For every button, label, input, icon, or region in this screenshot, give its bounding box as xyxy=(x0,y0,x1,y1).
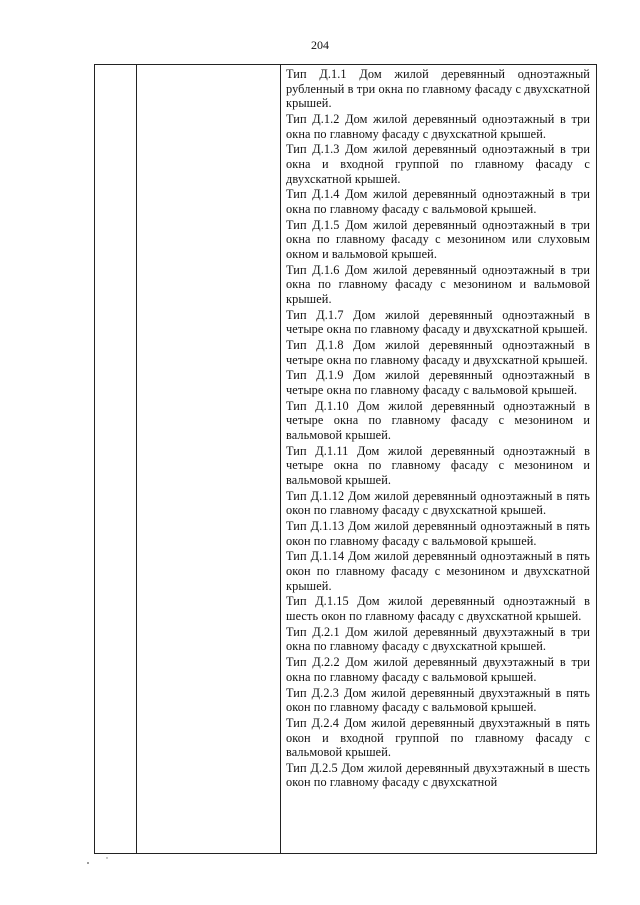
house-type-entry: Тип Д.2.4 Дом жилой деревянный двухэтажный в пять окон и входной группой по главному фасаду с вальмовой крышей. xyxy=(286,715,590,760)
house-type-entry: Тип Д.1.14 Дом жилой деревянный одноэтажный в пять окон по главному фасаду с мезонином и двухскатной крышей. xyxy=(286,549,590,593)
house-type-entry: Тип Д.1.2 Дом жилой деревянный одноэтажный в три окна по главному фасаду с двухскатной крышей. xyxy=(286,111,590,141)
house-type-entry: Тип Д.1.15 Дом жилой деревянный одноэтажный в шесть окон по главному фасаду с двухскатной крышей. xyxy=(286,594,590,623)
house-type-entry: Тип Д.1.11 Дом жилой деревянный одноэтажный в четыре окна по главному фасаду с мезонином и вальмовой крышей. xyxy=(286,443,590,487)
house-type-entry: Тип Д.1.10 Дом жилой деревянный одноэтажный в четыре окна по главному фасаду с мезонином и вальмовой крышей. xyxy=(286,398,590,442)
house-type-entry: Тип Д.1.1 Дом жилой деревянный одноэтажный рубленный в три окна по главному фасаду с двухскатной крышей. xyxy=(286,67,590,111)
house-type-entry: Тип Д.1.7 Дом жилой деревянный одноэтажный в четыре окна по главному фасаду и двухскатной крышей. xyxy=(286,307,590,337)
house-type-entry: Тип Д.2.5 Дом жилой деревянный двухэтажный в шесть окон по главному фасаду с двухскатной xyxy=(286,760,590,790)
house-type-entry: Тип Д.2.2 Дом жилой деревянный двухэтажный в три окна по главному фасаду с вальмовой крышей. xyxy=(286,655,590,684)
scan-speck xyxy=(87,862,89,864)
house-type-entry: Тип Д.1.5 Дом жилой деревянный одноэтажный в три окна по главному фасаду с мезонином или слуховым окном и вальмовой крышей. xyxy=(286,217,590,261)
page-number: 204 xyxy=(311,38,329,52)
house-type-entry: Тип Д.1.4 Дом жилой деревянный одноэтажный в три окна по главному фасаду с вальмовой крышей. xyxy=(286,187,590,216)
house-type-entry: Тип Д.1.9 Дом жилой деревянный одноэтажный в четыре окна по главному фасаду с вальмовой крышей. xyxy=(286,368,590,397)
house-type-entry: Тип Д.1.6 Дом жилой деревянный одноэтажный в три окна по главному фасаду с мезонином и вальмовой крышей. xyxy=(286,262,590,306)
house-type-entry: Тип Д.2.1 Дом жилой деревянный двухэтажный в три окна по главному фасаду с двухскатной крышей. xyxy=(286,624,590,654)
house-type-entry: Тип Д.1.12 Дом жилой деревянный одноэтажный в пять окон по главному фасаду с двухскатной крышей. xyxy=(286,488,590,518)
house-type-entry: Тип Д.1.13 Дом жилой деревянный одноэтажный в пять окон по главному фасаду с вальмовой крышей. xyxy=(286,519,590,548)
scan-speck xyxy=(106,857,107,858)
house-type-entry: Тип Д.1.3 Дом жилой деревянный одноэтажный в три окна и входной группой по главному фасаду с двухскатной крышей. xyxy=(286,142,590,186)
house-type-entry: Тип Д.1.8 Дом жилой деревянный одноэтажный в четыре окна по главному фасаду и двухскатной крышей. xyxy=(286,338,590,367)
house-type-entry: Тип Д.2.3 Дом жилой деревянный двухэтажный в пять окон по главному фасаду с вальмовой крышей. xyxy=(286,685,590,715)
